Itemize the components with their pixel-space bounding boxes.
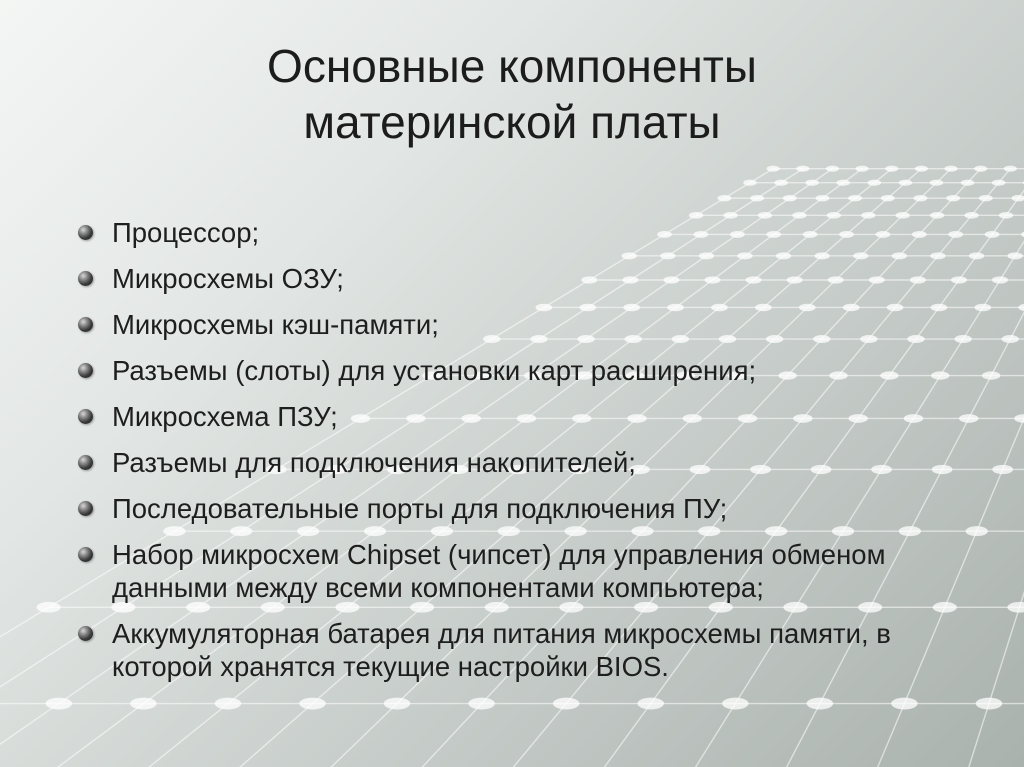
sphere-bullet-icon: [78, 547, 93, 562]
list-item: [76, 354, 986, 387]
list-item: [76, 262, 986, 295]
list-item: [76, 538, 986, 604]
list-item: [76, 308, 986, 341]
sphere-bullet-icon: [78, 409, 93, 424]
list-item-text: Набор микросхем Chipset (чипсет) для управления обменом данными между всеми компонентами компьютера;: [112, 539, 886, 603]
list-item-text: Разъемы для подключения накопителей;: [112, 447, 636, 478]
slide-title: [0, 38, 1024, 150]
list-item: [76, 400, 986, 433]
slide-title-line-2: материнской платы: [303, 96, 721, 148]
list-item-text: Микросхемы кэш-памяти;: [112, 309, 439, 340]
sphere-bullet-icon: [78, 455, 93, 470]
sphere-bullet-icon: [78, 363, 93, 378]
sphere-bullet-icon: [78, 501, 93, 516]
list-item-text: Микросхемы ОЗУ;: [112, 263, 344, 294]
list-item: [76, 492, 986, 525]
sphere-bullet-icon: [78, 626, 93, 641]
list-item-text: Последовательные порты для подключения ПУ;: [112, 493, 728, 524]
list-item-text: Процессор;: [112, 217, 260, 248]
list-item: [76, 216, 986, 249]
list-item-text: Аккумуляторная батарея для питания микросхемы памяти, в которой хранятся текущие настройки BIOS.: [112, 618, 891, 682]
sphere-bullet-icon: [78, 317, 93, 332]
list-item-text: Микросхема ПЗУ;: [112, 401, 338, 432]
component-list: [76, 216, 986, 696]
slide-title-line-1: Основные компоненты: [267, 40, 757, 92]
sphere-bullet-icon: [78, 225, 93, 240]
list-item-text: Разъемы (слоты) для установки карт расширения;: [112, 355, 757, 386]
sphere-bullet-icon: [78, 271, 93, 286]
list-item: [76, 446, 986, 479]
list-item: [76, 617, 986, 683]
